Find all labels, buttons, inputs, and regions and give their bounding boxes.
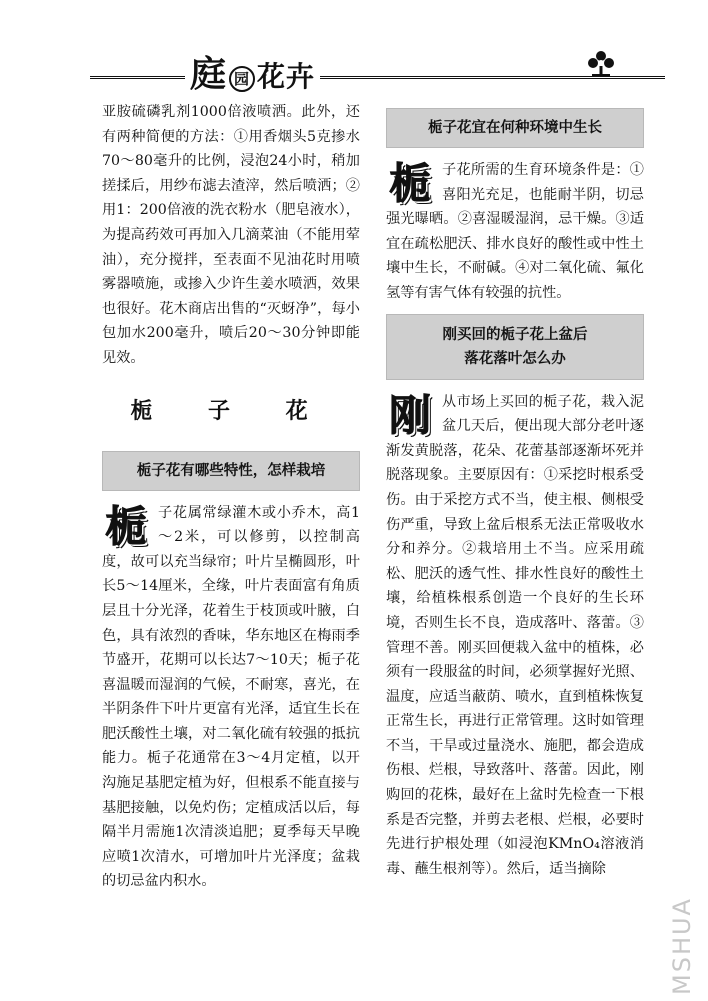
flower-logo-icon: [585, 48, 617, 80]
header-char-huahui: 花卉: [257, 60, 316, 93]
characteristics-paragraph: [102, 501, 360, 895]
right-column: [386, 100, 644, 881]
header-char-ting: 庭: [190, 53, 228, 95]
watermark: MSHUA: [668, 897, 696, 995]
drop-cap: 栀: [104, 501, 147, 551]
banner-environment: 栀子花宜在何种环境中生长: [386, 108, 644, 148]
falling-flowers-paragraph: [386, 390, 644, 882]
banner-falling-flowers: [386, 314, 644, 380]
header-rule-left: [90, 76, 185, 79]
header-char-yuan: 园: [229, 66, 255, 92]
section-title: 栀 子 花: [130, 397, 332, 424]
intro-paragraph: 亚胺硫磷乳剂1000倍液喷洒。此外，还有两种简便的方法：①用香烟头5克掺水70～80毫升的比例，浸泡24小时，稍加搓揉后，用纱布滤去渣滓，然后喷洒；②用1：200倍液的洗衣粉水（肥皂液水），为提高药效可再加入几滴菜油（不能用荤油），充分搅拌，至表面不见油花时用喷雾器喷施，或掺入少许生姜水喷洒，效果也很好。花木商店出售的“灭蚜净”，每小包加水200毫升，喷后20～30分钟即能见效。: [102, 104, 360, 366]
left-column: [102, 100, 360, 894]
banner-characteristics: 栀子花有哪些特性，怎样栽培: [102, 451, 360, 491]
drop-cap: 刚: [388, 390, 431, 440]
falling-flowers-text: 从市场上买回的栀子花，栽入泥盆几天后，便出现大部分老叶逐渐发黄脱落，花朵、花蕾基部逐渐坏死并脱落现象。主要原因有：①采挖时根系受伤。由于采挖方式不当，使主根、侧根受伤严重，导致上盆后根系无法正常吸收水分和养分。②栽培用土不当。应采用疏松、肥沃的透气性、排水性良好的酸性土壤，给植株根系创造一个良好的生长环境，否则生长不良，造成落叶、落蕾。③管理不善。刚买回便栽入盆中的植株，必须有一段服盆的时间，必须掌握好光照、温度，应适当蔽荫、喷水，直到植株恢复正常生长，再进行正常管理。这时如管理不当，干旱或过量浇水、施肥，都会造成伤根、烂根，导致落叶、落蕾。因此，刚购回的花株，最好在上盆时先检查一下根系是否完整，并剪去老根、烂根，必要时先进行护根处理（如浸泡KMnO₄溶液消毒、蘸生根剂等）。然后，适当摘除: [386, 393, 644, 877]
header-title: [190, 46, 316, 95]
drop-cap: 栀: [388, 159, 431, 208]
environment-paragraph: [386, 158, 644, 306]
characteristics-text: 子花属常绿灌木或小乔木，高1～2米，可以修剪，以控制高度，故可以充当绿帘；叶片呈椭圆形，叶长5～14厘米，全缘，叶片表面富有角质层且十分光泽，花着生于枝顶或叶腋，白色，具有浓烈的香味，华东地区在梅雨季节盛开，花期可以长达7～10天；栀子花喜温暖而湿润的气候，不耐寒，喜光，在半阴条件下叶片更富有光泽，适宜生长在肥沃酸性土壤，对二氧化硫有较强的抵抗能力。栀子花通常在3～4月定植，以开沟施足基肥定植为好，但根系不能直接与基肥接触，以免灼伤；定植成活以后，每隔半月需施1次清淡追肥；夏季每天早晚应喷1次清水，可增加叶片光泽度；盆栽的切忌盆内积水。: [102, 504, 360, 890]
environment-text: 子花所需的生育环境条件是：①喜阳光充足，也能耐半阴，切忌强光曝晒。②喜湿暖湿润，忌干燥。③适宜在疏松肥沃、排水良好的酸性或中性土壤中生长，不耐碱。④对二氧化硫、氟化氢等有害气体有较强的抗性。: [386, 162, 644, 301]
page-header: [90, 42, 630, 95]
banner-line-1: 刚买回的栀子花上盆后: [442, 326, 588, 343]
banner-line-2: 落花落叶怎么办: [464, 350, 566, 367]
